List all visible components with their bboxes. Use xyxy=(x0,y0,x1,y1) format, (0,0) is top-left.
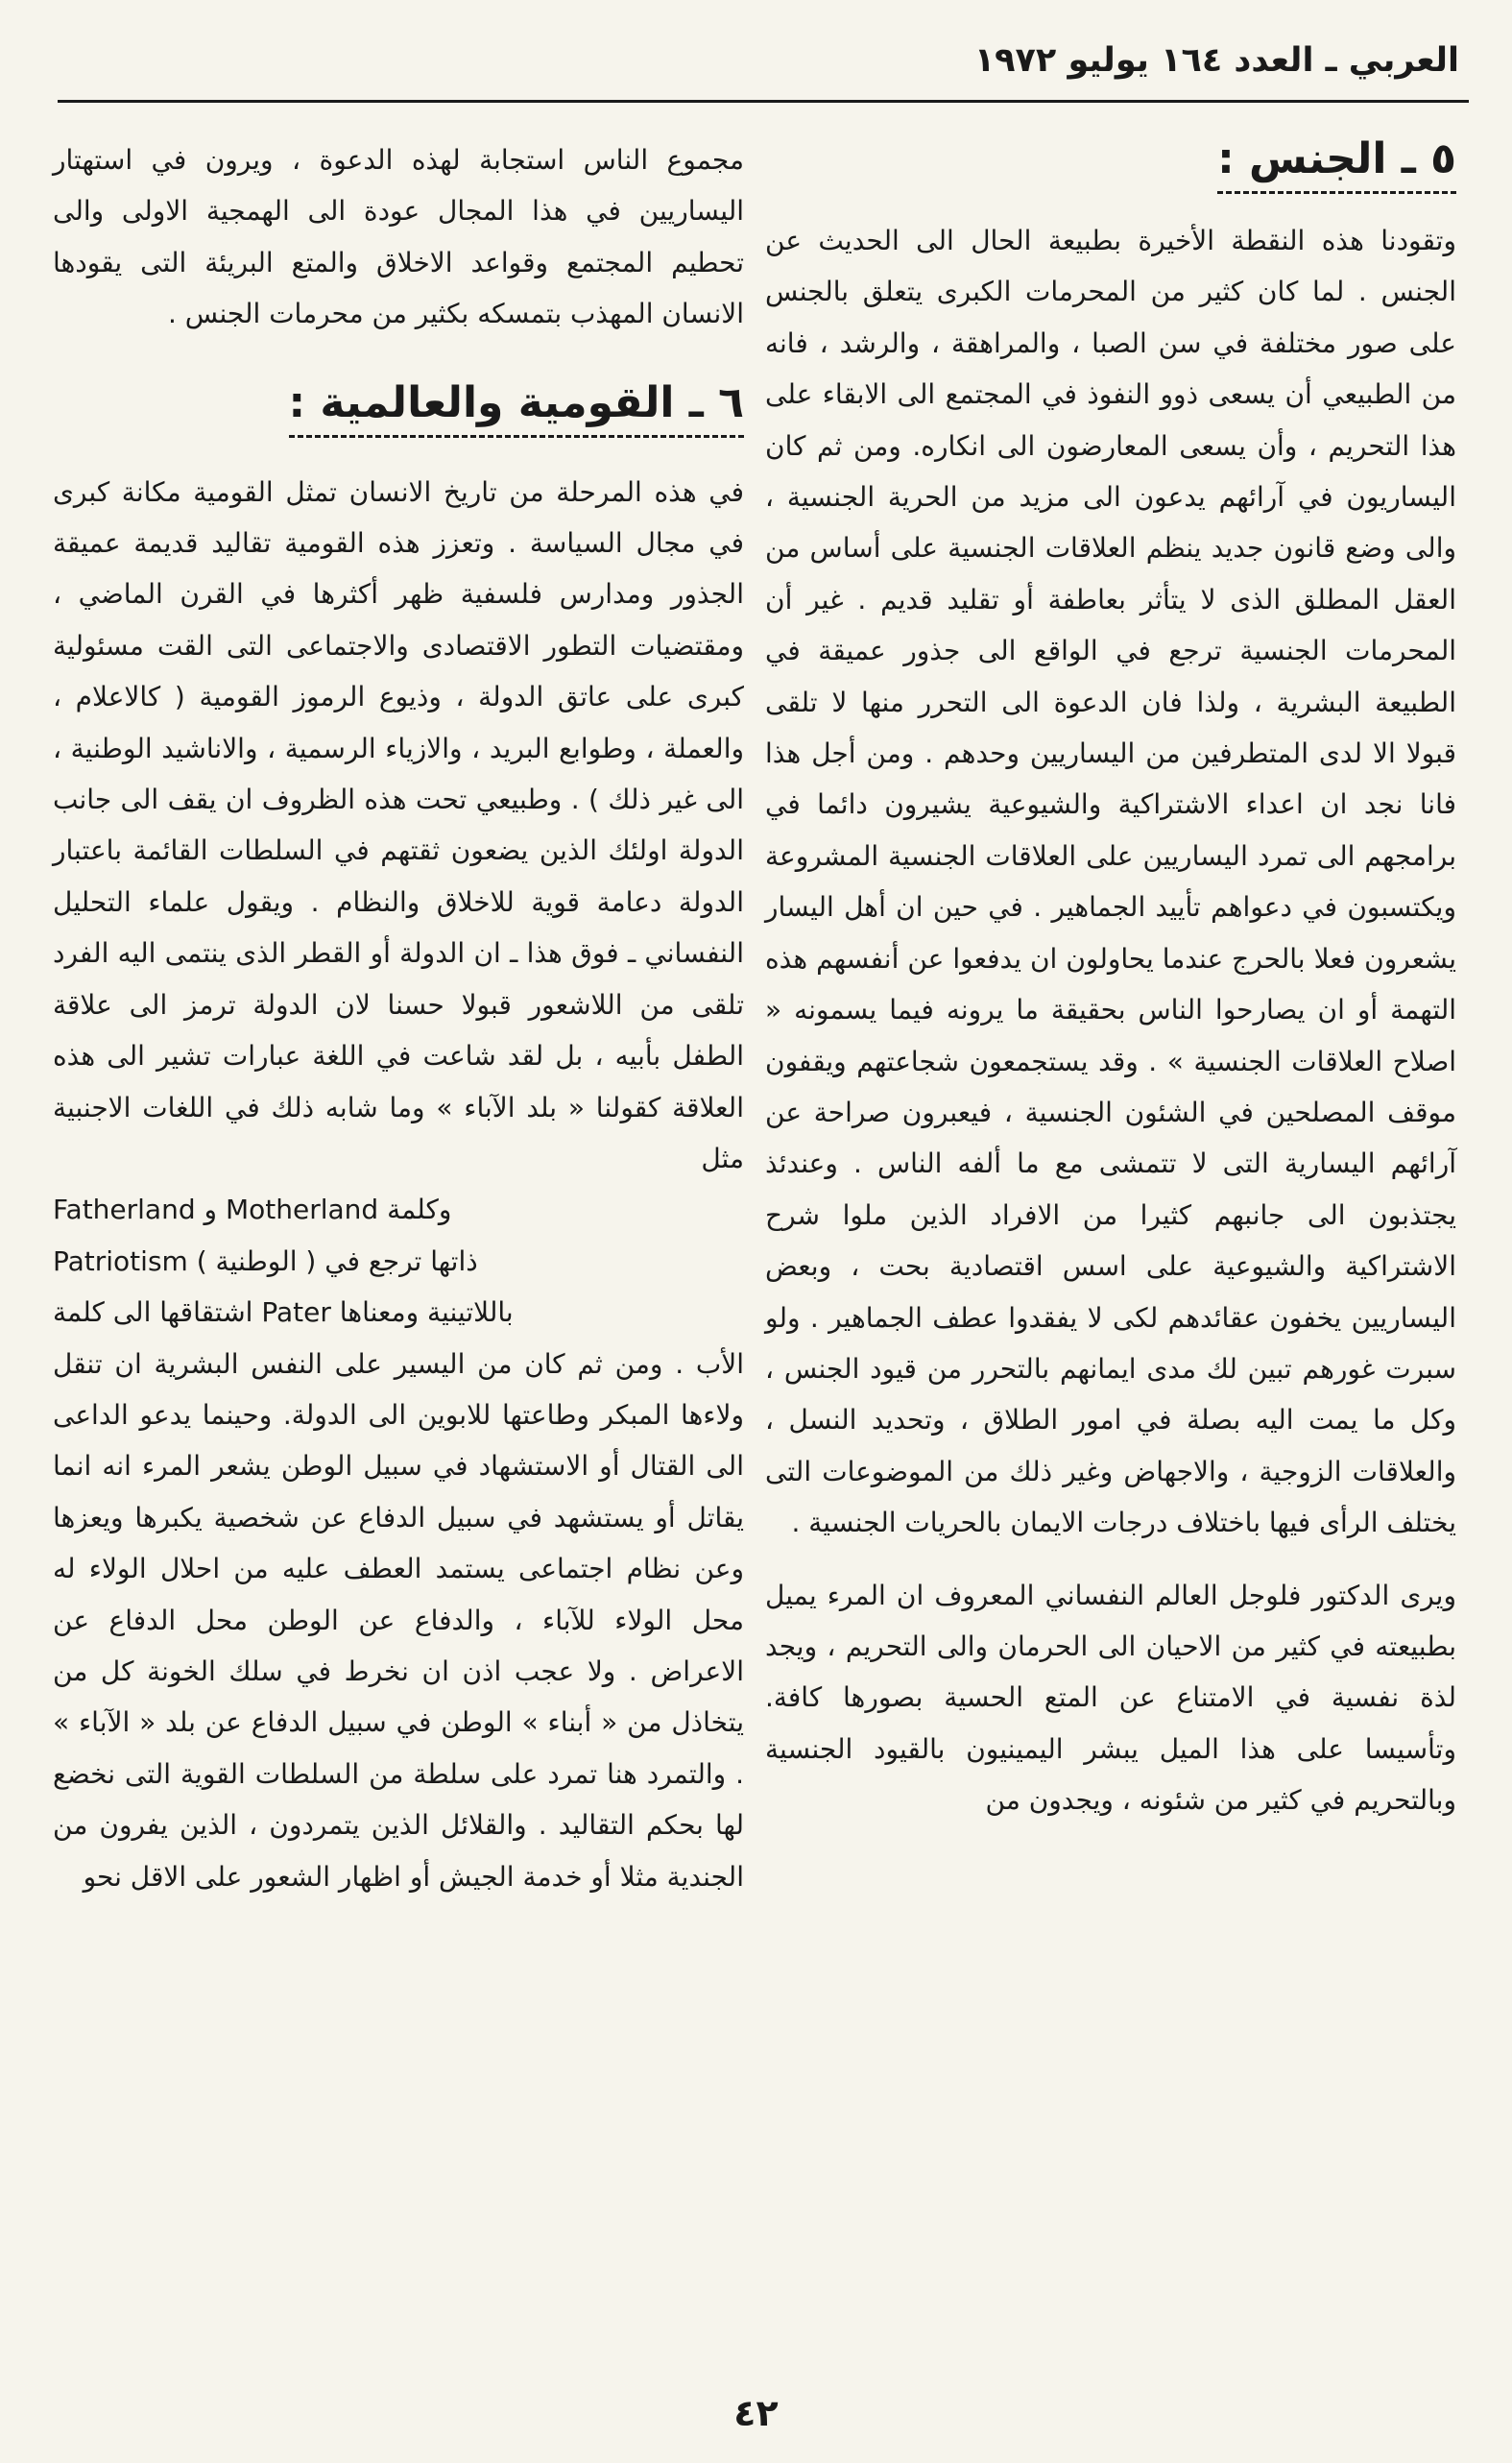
section-heading-wrap xyxy=(765,134,1456,194)
section-heading-wrap xyxy=(53,378,744,438)
right-column xyxy=(765,134,1456,1826)
header-rule xyxy=(58,100,1469,103)
page-number: ٤٢ xyxy=(733,2392,779,2434)
paragraph: ويرى الدكتور فلوجل العالم النفساني المعروف ان المرء يميل بطبيعته في كثير من الاحيان الى الحرمان والى التحريم ، ويجد لذة نفسية في الامتناع عن المتع الحسية بصورها كافة. وتأسيسا على هذا الميل يبشر اليمينيون بالقيود الجنسية وبالتحريم في كثير من شئونه ، ويجدون من xyxy=(765,1579,1456,1817)
section-heading-sex: ٥ ـ الجنس : xyxy=(1217,134,1456,194)
paragraph: في هذه المرحلة من تاريخ الانسان تمثل القومية مكانة كبرى في مجال السياسة . وتعزز هذه القومية تقاليد قديمة عميقة الجذور ومدارس فلسفية ظهر أكثرها في القرن الماضي ، ومقتضيات التطور الاقتصادى والاجتماعى التى القت مسئولية كبرى على عاتق الدولة ، وذيوع الرموز القومية ( كالاعلام ، والعملة ، وطوابع البريد ، والازياء الرسمية ، والاناشيد الوطنية ، الى غير ذلك ) . وطبيعي تحت هذه الظروف ان يقف الى جانب الدولة اولئك الذين يضعون ثقتهم في السلطات القائمة باعتبار الدولة دعامة قوية للاخلاق والنظام . ويقول علماء التحليل النفساني ـ فوق هذا ـ ان الدولة أو القطر الذى ينتمى اليه الفرد تلقى من اللاشعور قبولا حسنا لان الدولة ترمز الى علاقة الطفل بأبيه ، بل لقد شاعت في اللغة عبارات تشير الى هذه العلاقة كقولنا « بلد الآباء » وما شابه ذلك في اللغات الاجنبية مثل xyxy=(53,475,744,1174)
running-head: العربي ـ العدد ١٦٤ يوليو ١٩٧٢ xyxy=(973,41,1459,80)
section-heading-nationalism: ٦ ـ القومية والعالمية : xyxy=(289,378,745,438)
paragraph: الأب . ومن ثم كان من اليسير على النفس البشرية ان تنقل ولاءها المبكر وطاعتها للابوين الى الدولة. وحينما يدعو الداعى الى القتال أو الاستشهاد في سبيل الوطن يشعر المرء انه انما يقاتل أو يستشهد في سبيل الدفاع عن شخصية يكبرها ويعزها وعن نظام اجتماعى يستمد العطف عليه من احلال الولاء له محل الولاء للآباء ، والدفاع عن الوطن محل الدفاع عن الاعراض . ولا عجب اذن ان نخرط في سلك الخونة كل من يتخاذل من « أبناء » الوطن في سبيل الدفاع عن بلد « الآباء » . والتمرد هنا تمرد على سلطة من السلطات القوية التى نخضع لها بحكم التقاليد . والقلائل الذين يتمردون ، الذين يفرون من الجندية مثلا أو خدمة الجيش أو اظهار الشعور على الاقل نحو xyxy=(53,1347,744,1893)
left-column xyxy=(53,134,744,1902)
latin-terms-line: Patriotism ( الوطنية ) ذاتها ترجع في xyxy=(53,1244,478,1277)
paragraph: مجموع الناس استجابة لهذه الدعوة ، ويرون في استهتار اليساريين في هذا المجال عودة الى الهمجية الاولى والى تحطيم المجتمع وقواعد الاخلاق والمتع البريئة التى يقودها الانسان المهذب بتمسكه بكثير من محرمات الجنس . xyxy=(53,144,744,330)
latin-terms-line: Fatherland و Motherland وكلمة xyxy=(53,1194,452,1226)
latin-terms-line: اشتقاقها الى كلمة Pater باللاتينية ومعناها xyxy=(53,1296,514,1329)
paragraph: وتقودنا هذه النقطة الأخيرة بطبيعة الحال الى الحديث عن الجنس . لما كان كثير من المحرمات الكبرى يتعلق بالجنس على صور مختلفة في سن الصبا ، والمراهقة ، والرشد ، فانه من الطبيعي أن يسعى ذوو النفوذ في المجتمع الى الابقاء على هذا التحريم ، وأن يسعى المعارضون الى انكاره. ومن ثم كان اليساريون في آرائهم يدعون الى مزيد من الحرية الجنسية ، والى وضع قانون جديد ينظم العلاقات الجنسية على أساس من العقل المطلق الذى لا يتأثر بعاطفة أو تقليد قديم . غير أن المحرمات الجنسية ترجع في الواقع الى جذور عميقة في الطبيعة البشرية ، ولذا فان الدعوة الى التحرر منها لا تلقى قبولا الا لدى المتطرفين من اليساريين وحدهم . ومن أجل هذا فانا نجد ان اعداء الاشتراكية والشيوعية يشيرون دائما في برامجهم الى تمرد اليساريين على العلاقات الجنسية المشروعة ويكتسبون في دعواهم تأييد الجماهير . في حين ان أهل اليسار يشعرون فعلا بالحرج عندما يحاولون ان يدفعوا عن أنفسهم هذه التهمة أو ان يصارحوا الناس بحقيقة ما يرونه فيما يسمونه « اصلاح العلاقات الجنسية » . وقد يستجمعون شجاعتهم ويقفون موقف المصلحين في الشئون الجنسية ، فيعبرون صراحة عن آرائهم اليسارية التى لا تتمشى مع ما ألفه الناس . وعندئذ يجتذبون الى جانبهم كثيرا من الافراد الذين ملوا شرح الاشتراكية والشيوعية على اسس اقتصادية بحت ، وبعض اليساريين يخفون عقائدهم لكى لا يفقدوا عطف الجماهير . ولو سبرت غورهم تبين لك مدى ايمانهم بالتحرر من قيود الجنس ، وكل ما يمت اليه بصلة في امور الطلاق ، وتحديد النسل ، والعلاقات الزوجية ، والاجهاض وغير ذلك من الموضوعات التى يختلف الرأى فيها باختلاف درجات الايمان بالحريات الجنسية . xyxy=(765,225,1456,1539)
